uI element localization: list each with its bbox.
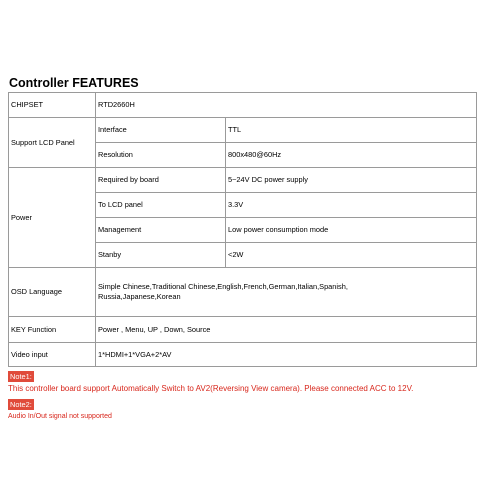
interface-label: Interface (96, 118, 226, 143)
osd-value (96, 268, 477, 317)
document-title: Controller FEATURES (9, 76, 139, 90)
resolution-value: 800x480@60Hz (226, 143, 477, 168)
power-label: Power (9, 168, 96, 268)
note2-label: Note2: (10, 400, 32, 409)
osd-label: OSD Language (9, 268, 96, 317)
standby-value: <2W (226, 243, 477, 268)
to-lcd-value: 3.3V (226, 193, 477, 218)
table-row-required (9, 168, 477, 193)
chipset-label: CHIPSET (9, 93, 96, 118)
required-label: Required by board (96, 168, 226, 193)
key-function-value: Power , Menu, UP , Down, Source (96, 317, 477, 343)
table-row-key-function (9, 317, 477, 343)
table-row-chipset (9, 93, 477, 118)
controller-features-table (8, 92, 477, 367)
resolution-label: Resolution (96, 143, 226, 168)
osd-value-line1: Simple Chinese,Traditional Chinese,English,French,German,Italian,Spanish, (98, 282, 348, 291)
video-input-label: Video input (9, 343, 96, 367)
chipset-value: RTD2660H (96, 93, 477, 118)
table-row-osd (9, 268, 477, 317)
standby-label: Stanby (96, 243, 226, 268)
management-value: Low power consumption mode (226, 218, 477, 243)
notes-section (8, 366, 484, 422)
table-row-video-input (9, 343, 477, 367)
required-value: 5~24V DC power supply (226, 168, 477, 193)
osd-value-line2: Russia,Japanese,Korean (98, 292, 181, 301)
video-input-value: 1*HDMI+1*VGA+2*AV (96, 343, 477, 367)
table-row-interface (9, 118, 477, 143)
lcd-panel-label: Support LCD Panel (9, 118, 96, 168)
management-label: Management (96, 218, 226, 243)
note2-text: Audio In/Out signal not supported (8, 413, 112, 420)
note1-text: This controller board support Automatically Switch to AV2(Reversing View camera). Please connected ACC to 12V. (8, 384, 414, 393)
to-lcd-label: To LCD panel (96, 193, 226, 218)
key-function-label: KEY Function (9, 317, 96, 343)
interface-value: TTL (226, 118, 477, 143)
note1-label: Note1: (10, 372, 32, 381)
